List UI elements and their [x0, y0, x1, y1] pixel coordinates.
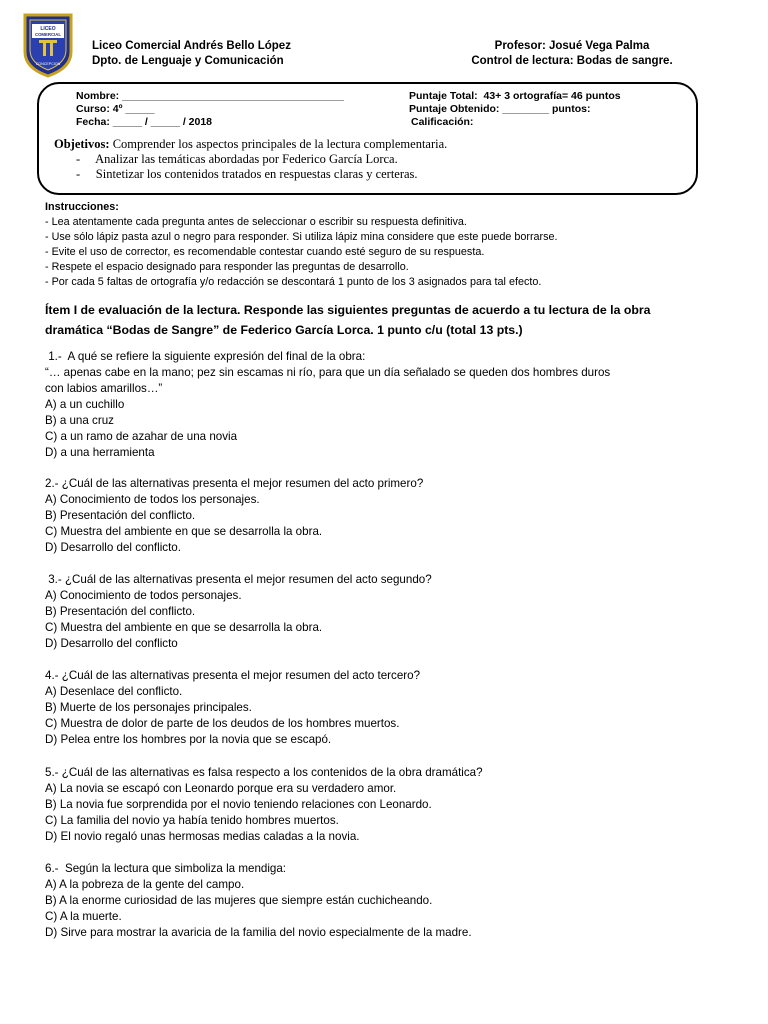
question-quote: con labios amarillos…”: [45, 382, 163, 395]
option-b[interactable]: B) La novia fue sorprendida por el novio teniendo relaciones con Leonardo.: [45, 798, 432, 811]
name-field[interactable]: Nombre: ______________________________________: [76, 90, 344, 102]
option-d[interactable]: D) El novio regaló unas hermosas medias caladas a la novia.: [45, 830, 360, 843]
instructions: [45, 200, 558, 290]
date-field[interactable]: Fecha: _____ / _____ / 2018: [76, 116, 213, 128]
option-a[interactable]: A) La novia se escapó con Leonardo porque era su verdadero amor.: [45, 782, 397, 795]
option-c[interactable]: C) Muestra de dolor de parte de los deudos de los hombres muertos.: [45, 717, 400, 730]
option-d[interactable]: D) a una herramienta: [45, 446, 155, 459]
test-title: Control de lectura: Bodas de sangre.: [471, 55, 673, 67]
instruction-item: - Use sólo lápiz pasta azul o negro para responder. Si utiliza lápiz mina considere que este puede borrarse.: [45, 231, 558, 243]
objective-2: - Sintetizar los contenidos tratados en respuestas claras y certeras.: [76, 167, 418, 181]
item-heading-line: Ítem I de evaluación de la lectura. Responde las siguientes preguntas de acuerdo a tu lectura de la obra: [45, 303, 651, 317]
option-c[interactable]: C) La familia del novio ya había tenido hombres muertos.: [45, 814, 339, 827]
objective-main: Comprender los aspectos principales de la lectura complementaria.: [109, 137, 448, 151]
question-6: [45, 861, 745, 941]
option-b[interactable]: B) Presentación del conflicto.: [45, 509, 196, 522]
header-right: [452, 39, 692, 69]
school-logo: [21, 12, 75, 78]
question-text: 2.- ¿Cuál de las alternativas presenta el mejor resumen del acto primero?: [45, 477, 424, 490]
question-text: 1.- A qué se refiere la siguiente expresión del final de la obra:: [45, 350, 366, 363]
question-2: [45, 476, 745, 556]
course-field[interactable]: Curso: 4º _____: [76, 103, 155, 115]
option-a[interactable]: A) Conocimiento de todos los personajes.: [45, 493, 260, 506]
header-left: [92, 39, 291, 69]
option-c[interactable]: C) Muestra del ambiente en que se desarrolla la obra.: [45, 621, 323, 634]
svg-text:COMERCIAL: COMERCIAL: [34, 32, 62, 37]
option-a[interactable]: A) Desenlace del conflicto.: [45, 685, 183, 698]
question-quote: “… apenas cabe en la mano; pez sin escamas ni río, para que un día señalado se queden dos hombres duros: [45, 366, 611, 379]
school-name: Liceo Comercial Andrés Bello López: [92, 40, 291, 52]
obtained-score-field[interactable]: Puntaje Obtenido: ________ puntos:: [409, 103, 591, 115]
option-b[interactable]: B) Muerte de los personajes principales.: [45, 701, 252, 714]
option-c[interactable]: C) Muestra del ambiente en que se desarrolla la obra.: [45, 525, 323, 538]
question-4: [45, 668, 745, 748]
option-c[interactable]: C) A la muerte.: [45, 910, 122, 923]
option-c[interactable]: C) a un ramo de azahar de una novia: [45, 430, 238, 443]
option-b[interactable]: B) Presentación del conflicto.: [45, 605, 196, 618]
instruction-item: - Evite el uso de corrector, es recomendable contestar cuando esté seguro de su respuesta.: [45, 246, 485, 258]
teacher-name: Profesor: Josué Vega Palma: [494, 40, 650, 52]
question-5: [45, 765, 745, 845]
instructions-title: Instrucciones:: [45, 201, 119, 213]
logo-text-bottom: CONCEPCION: [35, 62, 61, 66]
question-1: [45, 349, 745, 461]
option-d[interactable]: D) Sirve para mostrar la avaricia de la familia del novio especialmente de la madre.: [45, 926, 472, 939]
objective-1: - Analizar las temáticas abordadas por Federico García Lorca.: [76, 152, 398, 166]
objectives: [54, 137, 447, 152]
option-d[interactable]: D) Desarrollo del conflicto: [45, 637, 178, 650]
option-a[interactable]: A) A la pobreza de la gente del campo.: [45, 878, 245, 891]
option-d[interactable]: D) Pelea entre los hombres por la novia que se escapó.: [45, 733, 332, 746]
item-heading: [45, 300, 735, 340]
objectives-label: Objetivos:: [54, 137, 110, 151]
option-d[interactable]: D) Desarrollo del conflicto.: [45, 541, 181, 554]
option-a[interactable]: A) Conocimiento de todos personajes.: [45, 589, 242, 602]
question-text: 3.- ¿Cuál de las alternativas presenta el mejor resumen del acto segundo?: [45, 573, 432, 586]
option-a[interactable]: A) a un cuchillo: [45, 398, 125, 411]
grade-field: Calificación:: [411, 116, 474, 128]
option-b[interactable]: B) A la enorme curiosidad de las mujeres que siempre están cuchicheando.: [45, 894, 433, 907]
item-heading-line: dramática “Bodas de Sangre” de Federico García Lorca. 1 punto c/u (total 13 pts.): [45, 323, 523, 337]
logo-text-top: LICEO: [40, 26, 56, 32]
instruction-item: - Respete el espacio designado para responder las preguntas de desarrollo.: [45, 261, 409, 273]
department-name: Dpto. de Lenguaje y Comunicación: [92, 55, 284, 67]
option-b[interactable]: B) a una cruz: [45, 414, 114, 427]
question-text: 6.- Según la lectura que simboliza la mendiga:: [45, 862, 287, 875]
question-text: 4.- ¿Cuál de las alternativas presenta el mejor resumen del acto tercero?: [45, 669, 421, 682]
instruction-item: - Lea atentamente cada pregunta antes de seleccionar o escribir su respuesta definitiva.: [45, 216, 467, 228]
question-3: [45, 572, 745, 652]
question-text: 5.- ¿Cuál de las alternativas es falsa respecto a los contenidos de la obra dramática?: [45, 766, 483, 779]
instruction-item: - Por cada 5 faltas de ortografía y/o redacción se descontará 1 punto de los 3 asignados para tal efecto.: [45, 276, 542, 288]
total-score: Puntaje Total: 43+ 3 ortografía= 46 puntos: [409, 90, 621, 102]
